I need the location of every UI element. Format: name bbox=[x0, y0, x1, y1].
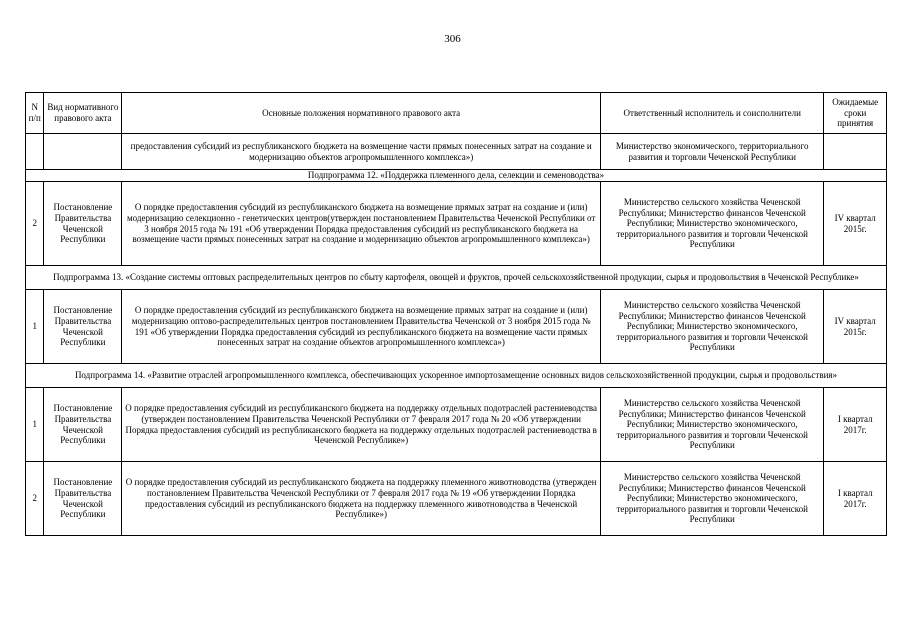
header-provisions: Основные положения нормативного правового акта bbox=[122, 93, 601, 134]
header-num: N п/п bbox=[26, 93, 44, 134]
cell-terms bbox=[824, 134, 887, 170]
subprogram-header-row bbox=[26, 364, 887, 388]
cell-type: Постановление Правительства Чеченской Республики bbox=[44, 290, 122, 364]
cell-provisions: О порядке предоставления субсидий из республиканского бюджета на поддержку племенного животноводства (утвержден постановлением Правительства Чеченской Республики от 7 февраля 2017 года № 19 «Об утверждении Порядка предоставления субсидий из республиканского бюджета на поддержку племенного животноводства в Чеченской Республике») bbox=[122, 462, 601, 536]
cell-num: 1 bbox=[26, 388, 44, 462]
table-row bbox=[26, 182, 887, 266]
cell-executor: Министерство сельского хозяйства Чеченской Республики; Министерство финансов Чеченской Республики; Министерство экономического, территориального развития и торговли Чеченской Республики bbox=[601, 462, 824, 536]
cell-terms: IV квартал 2015г. bbox=[824, 290, 887, 364]
cell-terms: I квартал 2017г. bbox=[824, 462, 887, 536]
table-row bbox=[26, 290, 887, 364]
table-header-row bbox=[26, 93, 887, 134]
cell-num: 1 bbox=[26, 290, 44, 364]
cell-num: 2 bbox=[26, 182, 44, 266]
cell-num: 2 bbox=[26, 462, 44, 536]
page-number: 306 bbox=[444, 33, 461, 45]
table-row-continuation bbox=[26, 134, 887, 170]
cell-type: Постановление Правительства Чеченской Республики bbox=[44, 462, 122, 536]
header-type: Вид нормативного правового акта bbox=[44, 93, 122, 134]
cell-provisions: предоставления субсидий из республиканского бюджета на возмещение части прямых понесенных затрат на создание и модернизацию объектов агропромышленного комплекса») bbox=[122, 134, 601, 170]
cell-executor: Министерство экономического, территориального развития и торговли Чеченской Республики bbox=[601, 134, 824, 170]
cell-executor: Министерство сельского хозяйства Чеченской Республики; Министерство финансов Чеченской Республики; Министерство экономического, территориального развития и торговли Чеченской Республики bbox=[601, 388, 824, 462]
table-row bbox=[26, 462, 887, 536]
subprogram-header-row bbox=[26, 266, 887, 290]
cell-terms: IV квартал 2015г. bbox=[824, 182, 887, 266]
subprogram-13-title: Подпрограмма 13. «Создание системы оптовых распределительных центров по сбыту картофеля, овощей и фруктов, прочей сельскохозяйственной продукции, сырья и продовольствия в Чеченской Республике» bbox=[26, 266, 887, 290]
cell-type: Постановление Правительства Чеченской Республики bbox=[44, 388, 122, 462]
cell-executor: Министерство сельского хозяйства Чеченской Республики; Министерство финансов Чеченской Республики; Министерство экономического, территориального развития и торговли Чеченской Республики bbox=[601, 290, 824, 364]
cell-terms: I квартал 2017г. bbox=[824, 388, 887, 462]
cell-num bbox=[26, 134, 44, 170]
header-terms: Ожидаемые сроки принятия bbox=[824, 93, 887, 134]
table-row bbox=[26, 388, 887, 462]
cell-type: Постановление Правительства Чеченской Республики bbox=[44, 182, 122, 266]
cell-provisions: О порядке предоставления субсидий из республиканского бюджета на возмещение прямых затрат на создание и (или) модернизацию селекционно - генетических центров(утвержден постановлением Правительства Чеченской Республики от 3 ноября 2015 года № 191 «Об утверждении Порядка предоставления субсидий из республиканского бюджета на возмещение части прямых понесенных затрат на создание и модернизацию объектов агропромышленного комплекса») bbox=[122, 182, 601, 266]
cell-type bbox=[44, 134, 122, 170]
cell-provisions: О порядке предоставления субсидий из республиканского бюджета на поддержку отдельных подотраслей растениеводства (утвержден постановлением Правительства Чеченской Республики от 7 февраля 2017 года № 20 «Об утверждении Порядка предоставления субсидий из республиканского бюджета на поддержку отдельных подотраслей растениеводства в Чеченской Республике») bbox=[122, 388, 601, 462]
subprogram-14-title: Подпрограмма 14. «Развитие отраслей агропромышленного комплекса, обеспечивающих ускоренное импортозамещение основных видов сельскохозяйственной продукции, сырья и продовольствия» bbox=[26, 364, 887, 388]
cell-executor: Министерство сельского хозяйства Чеченской Республики; Министерство финансов Чеченской Республики; Министерство экономического, территориального развития и торговли Чеченской Республики bbox=[601, 182, 824, 266]
header-executor: Ответственный исполнитель и соисполнители bbox=[601, 93, 824, 134]
subprogram-header-row bbox=[26, 170, 887, 182]
subprogram-12-title: Подпрограмма 12. «Поддержка племенного дела, селекции и семеноводства» bbox=[26, 170, 887, 182]
regulatory-acts-table bbox=[25, 92, 887, 536]
cell-provisions: О порядке предоставления субсидий из республиканского бюджета на возмещение прямых затрат на создание и (или) модернизацию оптово-распределительных центров постановлением Правительства Чеченской от 3 ноября 2015 года № 191 «Об утверждении Порядка предоставления субсидий из республиканского бюджета на возмещение части прямых понесенных затрат на создание объектов агропромышленного комплекса») bbox=[122, 290, 601, 364]
